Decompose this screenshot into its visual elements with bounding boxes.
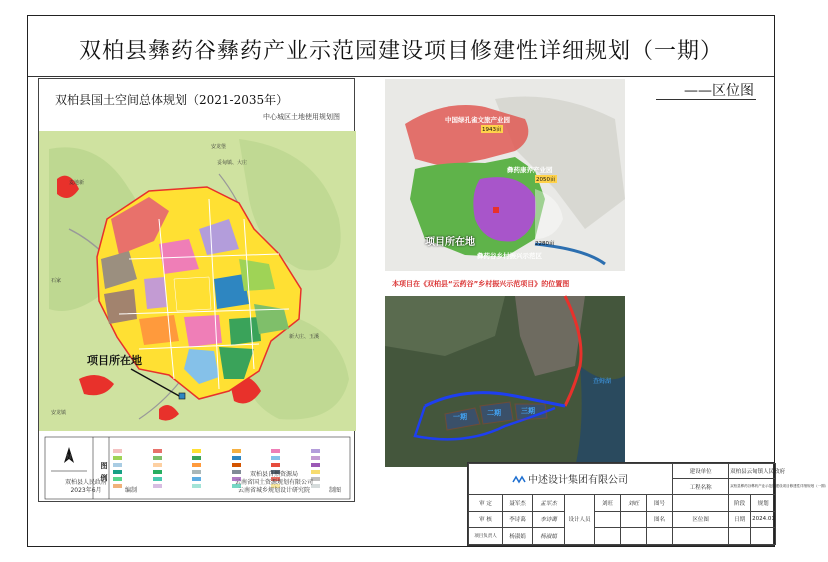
blank-cell — [647, 528, 673, 545]
project-label: 工程名称 — [673, 479, 729, 494]
blank-cell — [673, 528, 729, 545]
legend-swatch — [153, 456, 162, 460]
legend-item — [192, 483, 230, 488]
legend-swatch — [192, 484, 201, 488]
legend-swatch — [311, 449, 320, 453]
left-map-subtitle: 中心城区土地使用规划图 — [263, 113, 340, 121]
legend-swatch — [153, 484, 162, 488]
legend-item — [153, 469, 191, 474]
zone-location-image — [385, 79, 625, 271]
drawing-name-value: 区位图 — [673, 511, 729, 528]
legend-item — [113, 462, 151, 467]
role-label: 项目负责人 — [469, 528, 503, 545]
legend-swatch — [311, 463, 320, 467]
legend-item — [192, 455, 230, 460]
drawing-name-label: 图名 — [647, 511, 673, 528]
lake-label: 查姆湖 — [593, 378, 612, 385]
zone-area: 2050亩 — [536, 177, 556, 183]
aerial-surroundings-image — [385, 296, 625, 467]
legend-item — [113, 455, 151, 460]
phase-label: 三期 — [521, 407, 535, 415]
legend-swatch — [271, 456, 280, 460]
place-label: 妥甸镇、大庄 — [217, 160, 248, 166]
legend-item — [311, 448, 349, 453]
zone-area: 1943亩 — [482, 127, 502, 133]
role-label: 审 定 — [469, 494, 503, 511]
footer-makers — [235, 471, 313, 495]
date-label: 日期 — [729, 511, 751, 528]
zone-label: 中国绿孔雀文旅产业园 — [445, 116, 510, 124]
role-name: 李诗蔼 — [503, 511, 533, 528]
title-block-table — [468, 463, 828, 545]
legend-swatch — [113, 470, 122, 474]
stage-value: 规划 — [751, 494, 776, 511]
sheet-subtitle: ——区位图 — [684, 83, 754, 99]
legend-item — [192, 469, 230, 474]
role-sign: 孟军杰 — [533, 494, 565, 511]
place-label: 新大庄、玉溪 — [289, 334, 320, 340]
place-label: 石家 — [51, 278, 62, 284]
legend-swatch — [311, 456, 320, 460]
zone-area: 2280亩 — [535, 241, 555, 247]
role-sign: 杨淑娟 — [533, 528, 565, 545]
footer-issuer — [65, 479, 107, 495]
stage-label: 阶段 — [729, 494, 751, 511]
place-label: 安龙堡 — [211, 144, 227, 150]
footer-maker: 双柏县自然资源局 — [250, 471, 299, 478]
designer-name — [595, 528, 621, 545]
phase-label: 二期 — [487, 409, 501, 417]
subtitle-underline — [656, 99, 756, 100]
legend-swatch — [232, 456, 241, 460]
date-value: 2024.01 — [751, 511, 776, 528]
design-label: 设计人员 — [565, 494, 595, 544]
zone-plan-graphic — [385, 79, 625, 271]
legend-swatch — [113, 456, 122, 460]
legend-item — [311, 476, 349, 481]
legend-item — [311, 469, 349, 474]
legend-swatch — [192, 470, 201, 474]
zone-label: 彝药谷乡村振兴示范区 — [477, 252, 542, 260]
legend-swatch — [113, 449, 122, 453]
legend-item — [192, 476, 230, 481]
client-value: 双柏县云甸镇人民政府 — [729, 464, 776, 479]
legend-swatch — [192, 456, 201, 460]
legend-item — [153, 462, 191, 467]
role-name: 杨淑娟 — [503, 528, 533, 545]
legend-heading: 图例 — [100, 462, 108, 486]
legend-swatch — [271, 449, 280, 453]
company-logo-icon — [513, 476, 525, 484]
land-use-map-graphic — [39, 79, 356, 503]
legend-item — [311, 455, 349, 460]
legend-swatch — [271, 463, 280, 467]
legend-item — [153, 448, 191, 453]
footer-compiled: 编制 — [125, 487, 138, 494]
legend-swatch — [153, 477, 162, 481]
role-sign: 李诗蔼 — [533, 511, 565, 528]
designer-sign — [621, 528, 647, 545]
legend-swatch — [153, 470, 162, 474]
project-value: 双柏县彝药谷彝药产业示范园建设项目修建性详细规划（一期） — [729, 479, 776, 494]
footer-maker: 云南省国土资源规划有限公司 — [235, 479, 314, 486]
designer-name — [595, 511, 621, 528]
legend-item — [153, 483, 191, 488]
legend-item — [271, 462, 309, 467]
legend-swatch — [113, 463, 122, 467]
project-location-label: 项目所在地 — [87, 354, 142, 367]
role-label: 审 核 — [469, 511, 503, 528]
legend-swatch — [232, 463, 241, 467]
legend-item — [271, 448, 309, 453]
title-block — [467, 462, 828, 546]
legend-swatch — [153, 449, 162, 453]
left-map-title: 双柏县国土空间总体规划（2021-2035年） — [55, 93, 289, 107]
zone-image-caption: 本项目在《双柏县“云药谷”乡村振兴示范项目》的位置图 — [392, 280, 570, 288]
legend-item — [113, 469, 151, 474]
legend-item — [192, 462, 230, 467]
legend-item — [153, 455, 191, 460]
legend-swatch — [232, 449, 241, 453]
legend-swatch — [192, 449, 201, 453]
title-underline — [28, 76, 774, 77]
legend-item — [232, 462, 270, 467]
page-title: 双柏县彝药谷彝药产业示范园建设项目修建性详细规划（一期） — [78, 39, 723, 64]
blank-cell — [729, 528, 751, 545]
zone-label: 彝药康养产业园 — [507, 166, 553, 174]
aerial-graphic — [385, 296, 625, 467]
role-name: 聂军杰 — [503, 494, 533, 511]
legend-swatch — [113, 477, 122, 481]
legend-item — [113, 476, 151, 481]
land-use-plan-map — [38, 78, 355, 502]
client-label: 建设单位 — [673, 464, 729, 479]
legend-item — [271, 455, 309, 460]
drawing-no-value — [673, 494, 729, 511]
footer-issuer-name: 双柏县人民政府 — [65, 479, 108, 486]
legend-item — [232, 448, 270, 453]
footer-drawn: 制图 — [329, 487, 342, 494]
legend-item — [113, 448, 151, 453]
place-label: 安龙镇 — [51, 410, 67, 416]
legend-item — [311, 462, 349, 467]
legend-item — [192, 448, 230, 453]
phase-label: 一期 — [453, 413, 467, 421]
designer-sign: 刘旺 — [621, 494, 647, 511]
legend-swatch — [113, 484, 122, 488]
place-label: 麦地新 — [69, 180, 85, 186]
legend-swatch — [192, 477, 201, 481]
drawing-no-label: 图号 — [647, 494, 673, 511]
designer-name: 刘旺 — [595, 494, 621, 511]
blank-cell — [751, 528, 776, 545]
project-location-label: 项目所在地 — [425, 237, 475, 248]
footer-maker: 云南省城乡规划设计研究院 — [238, 487, 311, 494]
designer-sign — [621, 511, 647, 528]
north-arrow-icon: N — [66, 453, 72, 461]
legend-swatch — [153, 463, 162, 467]
company-cell — [469, 464, 673, 495]
legend-swatch — [192, 463, 201, 467]
legend-item — [232, 455, 270, 460]
footer-date: 2023年6月 — [70, 487, 102, 494]
legend-item — [153, 476, 191, 481]
company-name: 中述设计集团有限公司 — [528, 475, 629, 487]
